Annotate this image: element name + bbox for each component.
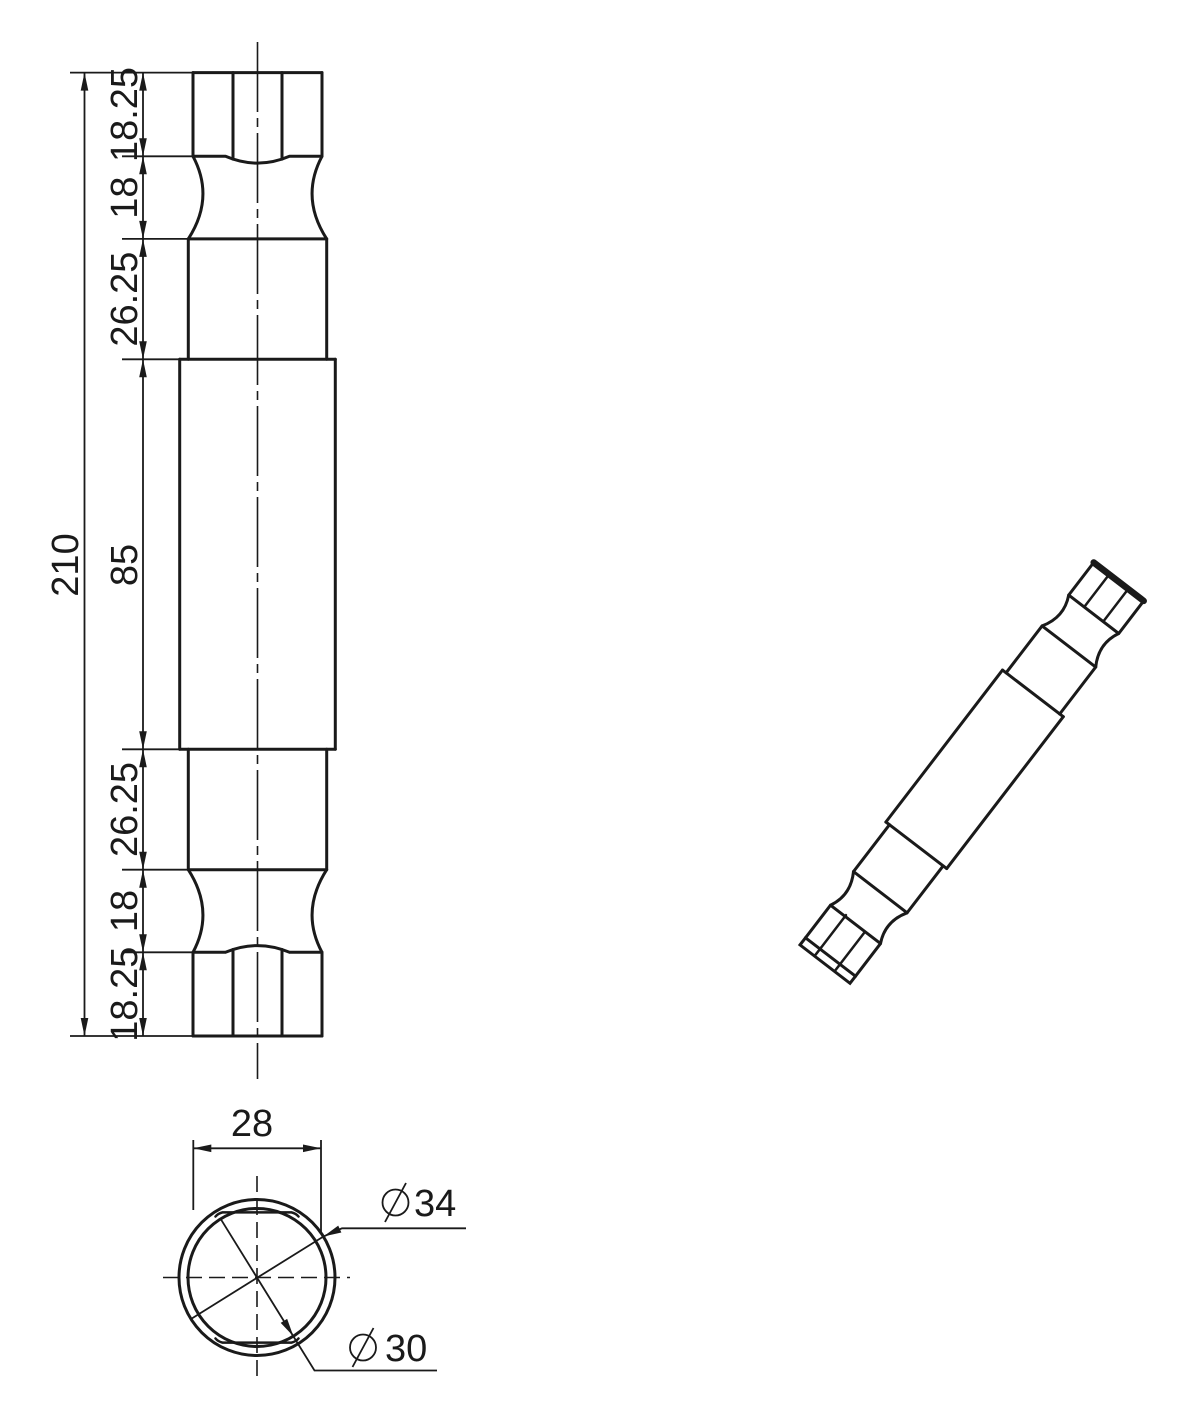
dim-label-width: 28 — [230, 1103, 274, 1145]
dim-label-overall: 210 — [45, 533, 87, 597]
dim-label-bottom-hex: 18.25 — [104, 946, 146, 1042]
diameter-symbol-icon — [383, 1183, 409, 1222]
dim-label-top-neck: 18 — [104, 176, 146, 219]
front-dimension-labels — [45, 67, 146, 1042]
iso-top-end-face — [1094, 563, 1144, 601]
dim-label-middle: 85 — [104, 543, 146, 587]
iso-part-outline — [800, 563, 1144, 984]
dim-label-outer-diameter: 34 — [414, 1183, 457, 1225]
dim-label-bottom-neck: 18 — [104, 889, 146, 933]
isometric-view — [800, 563, 1144, 984]
bottom-section-view — [163, 1103, 466, 1380]
front-dimension-lines — [45, 67, 147, 1042]
dim-label-inner-diameter: 30 — [385, 1328, 428, 1370]
iso-bottom-end-face — [800, 938, 856, 984]
dim-label-top-cylinder: 26.25 — [104, 251, 146, 347]
diameter-symbol-icon — [350, 1328, 376, 1367]
front-view — [45, 42, 335, 1079]
dim-label-top-hex: 18.25 — [104, 66, 146, 163]
dim-label-bottom-cylinder: 26.25 — [104, 761, 146, 858]
